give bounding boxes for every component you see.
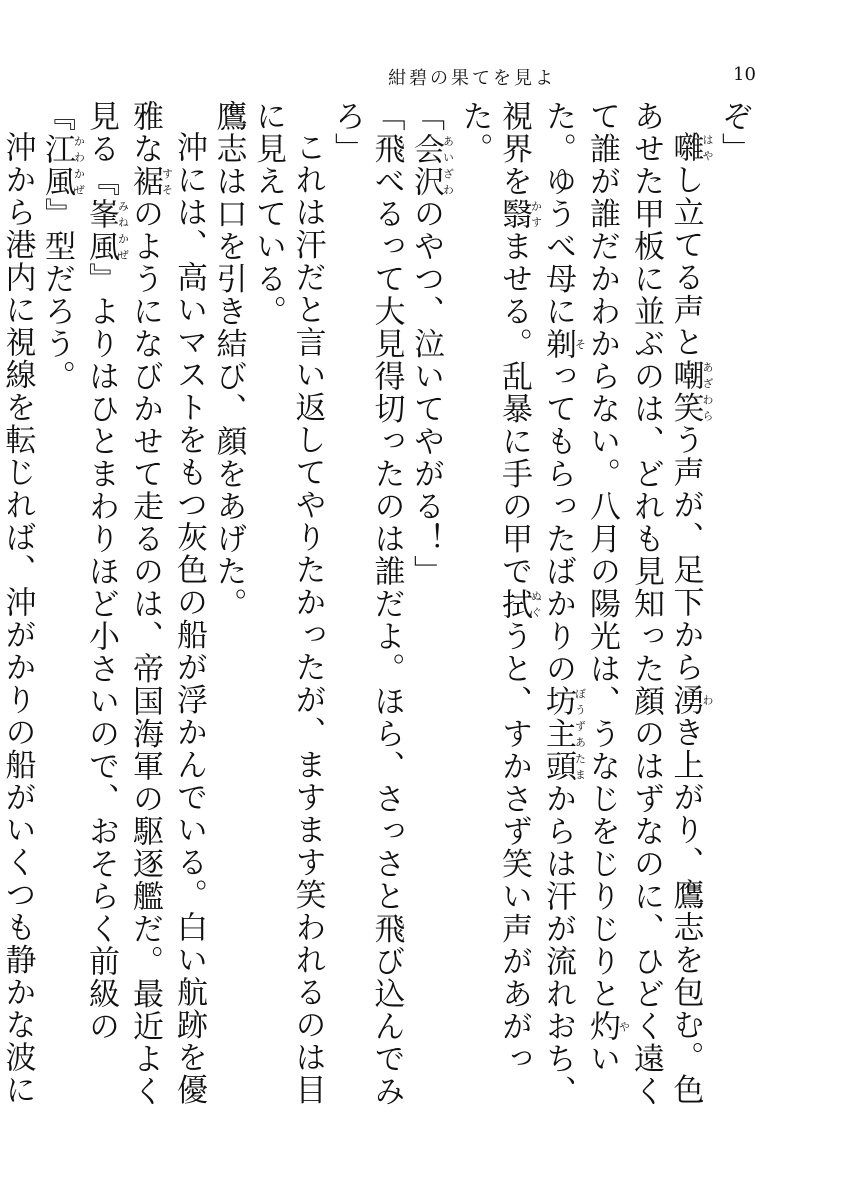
furigana-word: 灼や (584, 1010, 631, 1043)
vertical-body-text (0, 100, 753, 1130)
furigana-word: 翳かす (496, 197, 543, 230)
furigana-word: 囃はや (667, 131, 714, 164)
furigana-reading: かす (529, 197, 543, 230)
furigana-reading: そ (573, 327, 587, 360)
furigana-word: 拭ぬぐ (496, 587, 543, 620)
furigana-reading: みねかぜ (116, 197, 130, 263)
furigana-word: 坊主頭ぼうずあたま (540, 685, 587, 783)
page-number: 10 (733, 64, 756, 85)
paragraph: 沖から港内に視線を転じれば、沖がかりの船がいくつも静かな波に (0, 131, 36, 1106)
furigana-word: 湧わ (667, 683, 714, 716)
paragraph: ぞ」 (716, 100, 752, 165)
paragraph: これは汗だと言い返してやりたかったが、ますます笑われるのは目に見えている。 (250, 100, 326, 1106)
furigana-word: 剃そ (540, 327, 587, 360)
paragraph: 鷹志は口を引き結び、顔をあげた。 (210, 100, 247, 620)
furigana-word: 峯風みねかぜ (83, 197, 130, 263)
furigana-reading: ぼうずあたま (573, 685, 587, 783)
furigana-reading: あざわら (701, 358, 714, 424)
furigana-word: 裾すそ (127, 165, 174, 198)
paragraph: 囃はやし立てる声と嘲笑あざわらう声が、足下から湧わき上がり、鷹志を包む。色あせた甲板に並ぶのは、どれも見知った顔のはずなのに、ひどく遠くて誰が誰だかわからない。八月の陽光は、うなじをじりじりと灼やいた。ゆうべ母に剃そってもらったばかりの坊主頭ぼうずあたまからは汗が流れおち、視界を翳かすませる。乱暴に手の甲で拭ぬぐうと、すかさず笑い声があがった。 (456, 100, 714, 1108)
paragraph: 沖には、高いマストをもつ灰色の船が浮かんでいる。白い航跡を優雅な裾すそのようになびかせて走るのは、帝国海軍の駆逐艦だ。最近よく見る『峯風みねかぜ』よりはひとまわりほど小さいので、おそらく前級の『江風かわかぜ』型だろう。 (39, 100, 207, 1108)
furigana-reading: あいざわ (441, 132, 455, 198)
furigana-word: 会沢あいざわ (408, 132, 455, 198)
furigana-reading: はや (701, 131, 714, 164)
dialogue-line: 「飛べるって大見得切ったのは誰だよ。ほら、さっさと飛び込んでみろ」 (329, 100, 405, 1108)
furigana-reading: かわかぜ (72, 132, 86, 198)
running-title: 紺碧の果てを見よ (388, 68, 556, 89)
furigana-reading: ぬぐ (529, 587, 543, 620)
furigana-reading: や (617, 1010, 631, 1043)
dialogue-line: 「会沢あいざわのやつ、泣いてやがる！」 (408, 100, 455, 588)
furigana-reading: すそ (160, 165, 174, 198)
furigana-word: 嘲笑あざわら (667, 358, 714, 424)
furigana-reading: わ (701, 683, 714, 716)
furigana-word: 江風かわかぜ (39, 132, 86, 198)
page-header (0, 60, 841, 90)
